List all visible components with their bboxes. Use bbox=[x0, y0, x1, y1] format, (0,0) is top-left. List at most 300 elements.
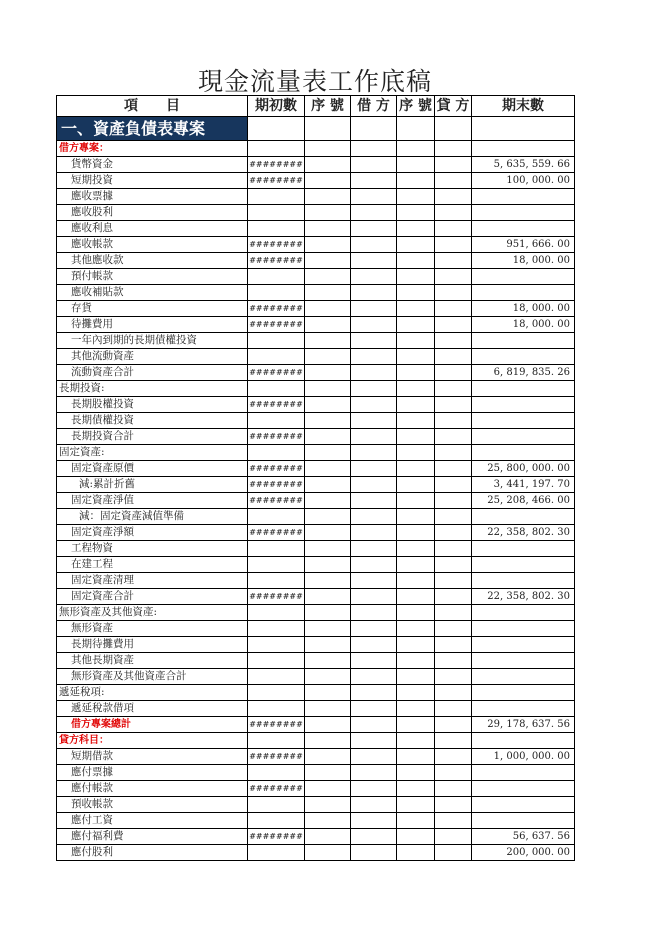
cell-debit[interactable] bbox=[351, 829, 397, 845]
cell-closing[interactable] bbox=[472, 189, 575, 205]
cell-seq-1[interactable] bbox=[305, 653, 351, 669]
cell-debit[interactable] bbox=[351, 813, 397, 829]
cell-credit[interactable] bbox=[435, 717, 472, 733]
cell-item[interactable]: 固定資產: bbox=[57, 445, 248, 461]
cell-credit[interactable] bbox=[435, 589, 472, 605]
cell-seq-1[interactable] bbox=[305, 365, 351, 381]
cell-closing[interactable] bbox=[472, 429, 575, 445]
cell-credit[interactable] bbox=[435, 269, 472, 285]
cell-seq-2[interactable] bbox=[397, 381, 435, 397]
cell-seq-2[interactable] bbox=[397, 221, 435, 237]
cell-seq-1[interactable] bbox=[305, 157, 351, 173]
cell-credit[interactable] bbox=[435, 237, 472, 253]
cell-debit[interactable] bbox=[351, 717, 397, 733]
cell-closing[interactable] bbox=[472, 117, 575, 141]
cell-item[interactable]: 貨幣資金 bbox=[57, 157, 248, 173]
cell-item[interactable]: 借方專案： bbox=[57, 141, 248, 157]
cell-item[interactable]: 遞延稅項: bbox=[57, 685, 248, 701]
cell-credit[interactable] bbox=[435, 573, 472, 589]
cell-credit[interactable] bbox=[435, 413, 472, 429]
cell-seq-1[interactable] bbox=[305, 685, 351, 701]
cell-seq-1[interactable] bbox=[305, 493, 351, 509]
cell-opening[interactable] bbox=[248, 189, 305, 205]
cell-credit[interactable] bbox=[435, 653, 472, 669]
cell-seq-1[interactable] bbox=[305, 701, 351, 717]
cell-debit[interactable] bbox=[351, 493, 397, 509]
cell-seq-1[interactable] bbox=[305, 509, 351, 525]
cell-seq-2[interactable] bbox=[397, 573, 435, 589]
cell-seq-1[interactable] bbox=[305, 269, 351, 285]
cell-closing[interactable]: 18, 000. 00 bbox=[472, 253, 575, 269]
cell-closing[interactable] bbox=[472, 141, 575, 157]
cell-credit[interactable] bbox=[435, 349, 472, 365]
cell-credit[interactable] bbox=[435, 621, 472, 637]
cell-seq-2[interactable] bbox=[397, 157, 435, 173]
header-item[interactable]: 項 目 bbox=[57, 96, 248, 117]
cell-closing[interactable] bbox=[472, 541, 575, 557]
cell-credit[interactable] bbox=[435, 253, 472, 269]
cell-closing[interactable]: 951, 666. 00 bbox=[472, 237, 575, 253]
cell-debit[interactable] bbox=[351, 397, 397, 413]
cell-credit[interactable] bbox=[435, 333, 472, 349]
cell-debit[interactable] bbox=[351, 269, 397, 285]
cell-opening[interactable] bbox=[248, 621, 305, 637]
cell-opening[interactable] bbox=[248, 333, 305, 349]
cell-closing[interactable] bbox=[472, 813, 575, 829]
cell-debit[interactable] bbox=[351, 557, 397, 573]
cell-seq-2[interactable] bbox=[397, 477, 435, 493]
cell-seq-1[interactable] bbox=[305, 477, 351, 493]
cell-seq-2[interactable] bbox=[397, 253, 435, 269]
cell-closing[interactable] bbox=[472, 349, 575, 365]
cell-opening[interactable]: ######## bbox=[248, 525, 305, 541]
cell-seq-1[interactable] bbox=[305, 813, 351, 829]
cell-opening[interactable] bbox=[248, 445, 305, 461]
cell-credit[interactable] bbox=[435, 605, 472, 621]
cell-credit[interactable] bbox=[435, 397, 472, 413]
cell-seq-2[interactable] bbox=[397, 797, 435, 813]
cell-item[interactable]: 預收帳款 bbox=[57, 797, 248, 813]
cell-credit[interactable] bbox=[435, 781, 472, 797]
cell-opening[interactable]: ######## bbox=[248, 173, 305, 189]
cell-seq-2[interactable] bbox=[397, 365, 435, 381]
cell-closing[interactable] bbox=[472, 573, 575, 589]
cell-closing[interactable]: 200, 000. 00 bbox=[472, 845, 575, 861]
cell-item[interactable]: 借方專案總計 bbox=[57, 717, 248, 733]
cell-debit[interactable] bbox=[351, 509, 397, 525]
cell-opening[interactable]: ######## bbox=[248, 477, 305, 493]
cell-debit[interactable] bbox=[351, 253, 397, 269]
cell-debit[interactable] bbox=[351, 573, 397, 589]
cell-credit[interactable] bbox=[435, 509, 472, 525]
cell-credit[interactable] bbox=[435, 173, 472, 189]
cell-debit[interactable] bbox=[351, 429, 397, 445]
cell-seq-1[interactable] bbox=[305, 557, 351, 573]
cell-seq-2[interactable] bbox=[397, 813, 435, 829]
cell-debit[interactable] bbox=[351, 653, 397, 669]
cell-seq-1[interactable] bbox=[305, 525, 351, 541]
header-credit[interactable]: 貸 方 bbox=[435, 96, 472, 117]
cell-credit[interactable] bbox=[435, 477, 472, 493]
cell-opening[interactable] bbox=[248, 653, 305, 669]
cell-item[interactable]: 應付工資 bbox=[57, 813, 248, 829]
cell-item[interactable]: 長期股權投資 bbox=[57, 397, 248, 413]
cell-item[interactable]: 應收股利 bbox=[57, 205, 248, 221]
cell-seq-1[interactable] bbox=[305, 429, 351, 445]
cell-seq-1[interactable] bbox=[305, 797, 351, 813]
cell-opening[interactable] bbox=[248, 413, 305, 429]
cell-debit[interactable] bbox=[351, 173, 397, 189]
cell-seq-2[interactable] bbox=[397, 445, 435, 461]
cell-opening[interactable] bbox=[248, 813, 305, 829]
cell-opening[interactable] bbox=[248, 557, 305, 573]
cell-credit[interactable] bbox=[435, 285, 472, 301]
cell-opening[interactable]: ######## bbox=[248, 781, 305, 797]
cell-seq-1[interactable] bbox=[305, 205, 351, 221]
cell-closing[interactable] bbox=[472, 621, 575, 637]
cell-debit[interactable] bbox=[351, 605, 397, 621]
cell-closing[interactable]: 18, 000. 00 bbox=[472, 317, 575, 333]
cell-seq-1[interactable] bbox=[305, 117, 351, 141]
cell-debit[interactable] bbox=[351, 525, 397, 541]
cell-closing[interactable] bbox=[472, 781, 575, 797]
cell-seq-2[interactable] bbox=[397, 397, 435, 413]
cell-seq-2[interactable] bbox=[397, 765, 435, 781]
cell-item[interactable]: 應付帳款 bbox=[57, 781, 248, 797]
header-seq-2[interactable]: 序 號 bbox=[397, 96, 435, 117]
cell-seq-2[interactable] bbox=[397, 461, 435, 477]
cell-seq-2[interactable] bbox=[397, 333, 435, 349]
cell-closing[interactable] bbox=[472, 381, 575, 397]
cell-seq-2[interactable] bbox=[397, 845, 435, 861]
cell-closing[interactable] bbox=[472, 509, 575, 525]
cell-closing[interactable] bbox=[472, 733, 575, 749]
cell-credit[interactable] bbox=[435, 829, 472, 845]
cell-closing[interactable] bbox=[472, 653, 575, 669]
cell-closing[interactable] bbox=[472, 397, 575, 413]
cell-item[interactable]: 應收利息 bbox=[57, 221, 248, 237]
cell-seq-1[interactable] bbox=[305, 413, 351, 429]
cell-debit[interactable] bbox=[351, 637, 397, 653]
cell-credit[interactable] bbox=[435, 301, 472, 317]
cell-credit[interactable] bbox=[435, 205, 472, 221]
cell-opening[interactable] bbox=[248, 845, 305, 861]
cell-seq-1[interactable] bbox=[305, 445, 351, 461]
cell-closing[interactable] bbox=[472, 557, 575, 573]
cell-opening[interactable]: ######## bbox=[248, 253, 305, 269]
cell-seq-2[interactable] bbox=[397, 285, 435, 301]
cell-seq-2[interactable] bbox=[397, 605, 435, 621]
header-seq-1[interactable]: 序 號 bbox=[305, 96, 351, 117]
cell-opening[interactable] bbox=[248, 605, 305, 621]
cell-seq-2[interactable] bbox=[397, 637, 435, 653]
header-debit[interactable]: 借 方 bbox=[351, 96, 397, 117]
cell-item[interactable]: 一年內到期的長期債權投資 bbox=[57, 333, 248, 349]
cell-seq-2[interactable] bbox=[397, 141, 435, 157]
cell-credit[interactable] bbox=[435, 189, 472, 205]
cell-seq-1[interactable] bbox=[305, 317, 351, 333]
cell-seq-2[interactable] bbox=[397, 237, 435, 253]
cell-item[interactable]: 固定資產合計 bbox=[57, 589, 248, 605]
cell-item[interactable]: 應收帳款 bbox=[57, 237, 248, 253]
cell-closing[interactable] bbox=[472, 637, 575, 653]
cell-opening[interactable]: ######## bbox=[248, 589, 305, 605]
cell-item[interactable]: 固定資產清理 bbox=[57, 573, 248, 589]
cell-seq-2[interactable] bbox=[397, 173, 435, 189]
cell-seq-2[interactable] bbox=[397, 349, 435, 365]
cell-seq-2[interactable] bbox=[397, 781, 435, 797]
cell-item[interactable]: 應付福利費 bbox=[57, 829, 248, 845]
cell-debit[interactable] bbox=[351, 781, 397, 797]
cell-item[interactable]: 無形資產及其他資產: bbox=[57, 605, 248, 621]
cell-credit[interactable] bbox=[435, 221, 472, 237]
cell-seq-2[interactable] bbox=[397, 525, 435, 541]
cell-closing[interactable] bbox=[472, 221, 575, 237]
cell-closing[interactable] bbox=[472, 765, 575, 781]
cell-seq-2[interactable] bbox=[397, 653, 435, 669]
cell-closing[interactable] bbox=[472, 333, 575, 349]
cell-seq-2[interactable] bbox=[397, 301, 435, 317]
cell-item[interactable]: 減:累計折舊 bbox=[57, 477, 248, 493]
cell-closing[interactable]: 25, 800, 000. 00 bbox=[472, 461, 575, 477]
cell-debit[interactable] bbox=[351, 669, 397, 685]
cell-seq-2[interactable] bbox=[397, 269, 435, 285]
cell-seq-1[interactable] bbox=[305, 141, 351, 157]
cell-opening[interactable] bbox=[248, 685, 305, 701]
cell-seq-2[interactable] bbox=[397, 829, 435, 845]
cell-debit[interactable] bbox=[351, 333, 397, 349]
cell-opening[interactable] bbox=[248, 269, 305, 285]
cell-item[interactable]: 長期待攤費用 bbox=[57, 637, 248, 653]
cell-debit[interactable] bbox=[351, 349, 397, 365]
cell-credit[interactable] bbox=[435, 685, 472, 701]
cell-opening[interactable] bbox=[248, 205, 305, 221]
cell-debit[interactable] bbox=[351, 845, 397, 861]
cell-opening[interactable]: ######## bbox=[248, 365, 305, 381]
cell-closing[interactable]: 100, 000. 00 bbox=[472, 173, 575, 189]
cell-seq-1[interactable] bbox=[305, 253, 351, 269]
cell-credit[interactable] bbox=[435, 765, 472, 781]
cell-debit[interactable] bbox=[351, 701, 397, 717]
cell-seq-1[interactable] bbox=[305, 349, 351, 365]
cell-credit[interactable] bbox=[435, 701, 472, 717]
cell-closing[interactable] bbox=[472, 269, 575, 285]
cell-credit[interactable] bbox=[435, 461, 472, 477]
cell-debit[interactable] bbox=[351, 141, 397, 157]
cell-item[interactable]: 減：固定資產減值準備 bbox=[57, 509, 248, 525]
cell-item[interactable]: 遞延稅款借項 bbox=[57, 701, 248, 717]
cell-opening[interactable]: ######## bbox=[248, 301, 305, 317]
cell-debit[interactable] bbox=[351, 621, 397, 637]
cell-seq-1[interactable] bbox=[305, 189, 351, 205]
cell-credit[interactable] bbox=[435, 317, 472, 333]
cell-seq-2[interactable] bbox=[397, 413, 435, 429]
cell-closing[interactable]: 3, 441, 197. 70 bbox=[472, 477, 575, 493]
cell-debit[interactable] bbox=[351, 365, 397, 381]
cell-item[interactable]: 無形資產 bbox=[57, 621, 248, 637]
cell-item[interactable]: 應收補貼款 bbox=[57, 285, 248, 301]
cell-item[interactable]: 預付帳款 bbox=[57, 269, 248, 285]
cell-seq-2[interactable] bbox=[397, 685, 435, 701]
cell-closing[interactable]: 22, 358, 802. 30 bbox=[472, 525, 575, 541]
cell-item[interactable]: 在建工程 bbox=[57, 557, 248, 573]
cell-credit[interactable] bbox=[435, 141, 472, 157]
cell-opening[interactable] bbox=[248, 117, 305, 141]
cell-debit[interactable] bbox=[351, 157, 397, 173]
cell-closing[interactable] bbox=[472, 605, 575, 621]
cell-seq-1[interactable] bbox=[305, 381, 351, 397]
cell-seq-1[interactable] bbox=[305, 765, 351, 781]
cell-item[interactable]: 其他應收款 bbox=[57, 253, 248, 269]
cell-seq-1[interactable] bbox=[305, 573, 351, 589]
cell-item[interactable]: 固定資產原價 bbox=[57, 461, 248, 477]
cell-credit[interactable] bbox=[435, 541, 472, 557]
cell-opening[interactable] bbox=[248, 509, 305, 525]
cell-opening[interactable] bbox=[248, 573, 305, 589]
cell-debit[interactable] bbox=[351, 221, 397, 237]
cell-seq-1[interactable] bbox=[305, 285, 351, 301]
cell-debit[interactable] bbox=[351, 445, 397, 461]
cell-seq-2[interactable] bbox=[397, 669, 435, 685]
cell-seq-2[interactable] bbox=[397, 205, 435, 221]
cell-debit[interactable] bbox=[351, 205, 397, 221]
cell-debit[interactable] bbox=[351, 765, 397, 781]
cell-opening[interactable]: ######## bbox=[248, 157, 305, 173]
cell-debit[interactable] bbox=[351, 797, 397, 813]
cell-seq-1[interactable] bbox=[305, 605, 351, 621]
cell-debit[interactable] bbox=[351, 189, 397, 205]
cell-item[interactable]: 固定資產淨值 bbox=[57, 493, 248, 509]
cell-item[interactable]: 流動資產合計 bbox=[57, 365, 248, 381]
cell-item[interactable]: 工程物資 bbox=[57, 541, 248, 557]
cell-item[interactable]: 長期投資: bbox=[57, 381, 248, 397]
cell-closing[interactable]: 25, 208, 466. 00 bbox=[472, 493, 575, 509]
cell-seq-2[interactable] bbox=[397, 117, 435, 141]
cell-seq-1[interactable] bbox=[305, 717, 351, 733]
cell-opening[interactable] bbox=[248, 797, 305, 813]
cell-seq-1[interactable] bbox=[305, 173, 351, 189]
cell-seq-1[interactable] bbox=[305, 221, 351, 237]
cell-opening[interactable] bbox=[248, 637, 305, 653]
cell-seq-2[interactable] bbox=[397, 541, 435, 557]
cell-seq-1[interactable] bbox=[305, 669, 351, 685]
cell-opening[interactable] bbox=[248, 669, 305, 685]
cell-item[interactable]: 其他長期資產 bbox=[57, 653, 248, 669]
cell-seq-2[interactable] bbox=[397, 589, 435, 605]
cell-item[interactable]: 存貨 bbox=[57, 301, 248, 317]
cell-opening[interactable]: ######## bbox=[248, 493, 305, 509]
cell-debit[interactable] bbox=[351, 461, 397, 477]
cell-credit[interactable] bbox=[435, 365, 472, 381]
cell-seq-2[interactable] bbox=[397, 557, 435, 573]
cell-closing[interactable] bbox=[472, 797, 575, 813]
cell-debit[interactable] bbox=[351, 117, 397, 141]
cell-credit[interactable] bbox=[435, 117, 472, 141]
cell-opening[interactable]: ######## bbox=[248, 317, 305, 333]
cell-credit[interactable] bbox=[435, 733, 472, 749]
cell-credit[interactable] bbox=[435, 493, 472, 509]
cell-seq-2[interactable] bbox=[397, 717, 435, 733]
section-title-cell[interactable]: 一、資產負債表專案 bbox=[57, 117, 248, 141]
cell-opening[interactable] bbox=[248, 701, 305, 717]
cell-seq-2[interactable] bbox=[397, 189, 435, 205]
cell-seq-2[interactable] bbox=[397, 429, 435, 445]
cell-closing[interactable]: 29, 178, 637. 56 bbox=[472, 717, 575, 733]
cell-opening[interactable] bbox=[248, 541, 305, 557]
cell-credit[interactable] bbox=[435, 557, 472, 573]
cell-opening[interactable] bbox=[248, 141, 305, 157]
cell-opening[interactable] bbox=[248, 285, 305, 301]
cell-closing[interactable]: 56, 637. 56 bbox=[472, 829, 575, 845]
cell-opening[interactable]: ######## bbox=[248, 717, 305, 733]
cell-debit[interactable] bbox=[351, 733, 397, 749]
cell-opening[interactable]: ######## bbox=[248, 829, 305, 845]
cell-debit[interactable] bbox=[351, 317, 397, 333]
cell-seq-1[interactable] bbox=[305, 541, 351, 557]
cell-credit[interactable] bbox=[435, 797, 472, 813]
cell-opening[interactable] bbox=[248, 733, 305, 749]
cell-seq-2[interactable] bbox=[397, 509, 435, 525]
cell-credit[interactable] bbox=[435, 381, 472, 397]
cell-opening[interactable]: ######## bbox=[248, 429, 305, 445]
cell-seq-1[interactable] bbox=[305, 461, 351, 477]
cell-seq-2[interactable] bbox=[397, 493, 435, 509]
cell-credit[interactable] bbox=[435, 669, 472, 685]
cell-closing[interactable] bbox=[472, 413, 575, 429]
cell-debit[interactable] bbox=[351, 589, 397, 605]
cell-credit[interactable] bbox=[435, 429, 472, 445]
cell-seq-2[interactable] bbox=[397, 749, 435, 765]
cell-closing[interactable] bbox=[472, 285, 575, 301]
cell-item[interactable]: 待攤費用 bbox=[57, 317, 248, 333]
cell-seq-2[interactable] bbox=[397, 733, 435, 749]
cell-seq-1[interactable] bbox=[305, 829, 351, 845]
cell-credit[interactable] bbox=[435, 525, 472, 541]
cell-seq-1[interactable] bbox=[305, 397, 351, 413]
cell-opening[interactable] bbox=[248, 349, 305, 365]
cell-debit[interactable] bbox=[351, 477, 397, 493]
cell-seq-1[interactable] bbox=[305, 589, 351, 605]
cell-debit[interactable] bbox=[351, 541, 397, 557]
cell-credit[interactable] bbox=[435, 445, 472, 461]
header-closing[interactable]: 期末數 bbox=[472, 96, 575, 117]
cell-opening[interactable]: ######## bbox=[248, 749, 305, 765]
cell-closing[interactable] bbox=[472, 685, 575, 701]
cell-seq-1[interactable] bbox=[305, 733, 351, 749]
cell-opening[interactable]: ######## bbox=[248, 397, 305, 413]
cell-seq-1[interactable] bbox=[305, 621, 351, 637]
cell-closing[interactable]: 1, 000, 000. 00 bbox=[472, 749, 575, 765]
cell-opening[interactable] bbox=[248, 765, 305, 781]
cell-closing[interactable]: 6, 819, 835. 26 bbox=[472, 365, 575, 381]
cell-credit[interactable] bbox=[435, 749, 472, 765]
cell-item[interactable]: 貸方科目： bbox=[57, 733, 248, 749]
cell-credit[interactable] bbox=[435, 845, 472, 861]
cell-seq-1[interactable] bbox=[305, 781, 351, 797]
cell-opening[interactable] bbox=[248, 221, 305, 237]
cell-debit[interactable] bbox=[351, 237, 397, 253]
cell-item[interactable]: 短期借款 bbox=[57, 749, 248, 765]
cell-closing[interactable]: 22, 358, 802. 30 bbox=[472, 589, 575, 605]
header-opening[interactable]: 期初數 bbox=[248, 96, 305, 117]
cell-closing[interactable] bbox=[472, 701, 575, 717]
cell-seq-1[interactable] bbox=[305, 333, 351, 349]
cell-seq-1[interactable] bbox=[305, 237, 351, 253]
cell-item[interactable]: 無形資產及其他資產合計 bbox=[57, 669, 248, 685]
cell-credit[interactable] bbox=[435, 813, 472, 829]
cell-seq-2[interactable] bbox=[397, 621, 435, 637]
cell-debit[interactable] bbox=[351, 381, 397, 397]
